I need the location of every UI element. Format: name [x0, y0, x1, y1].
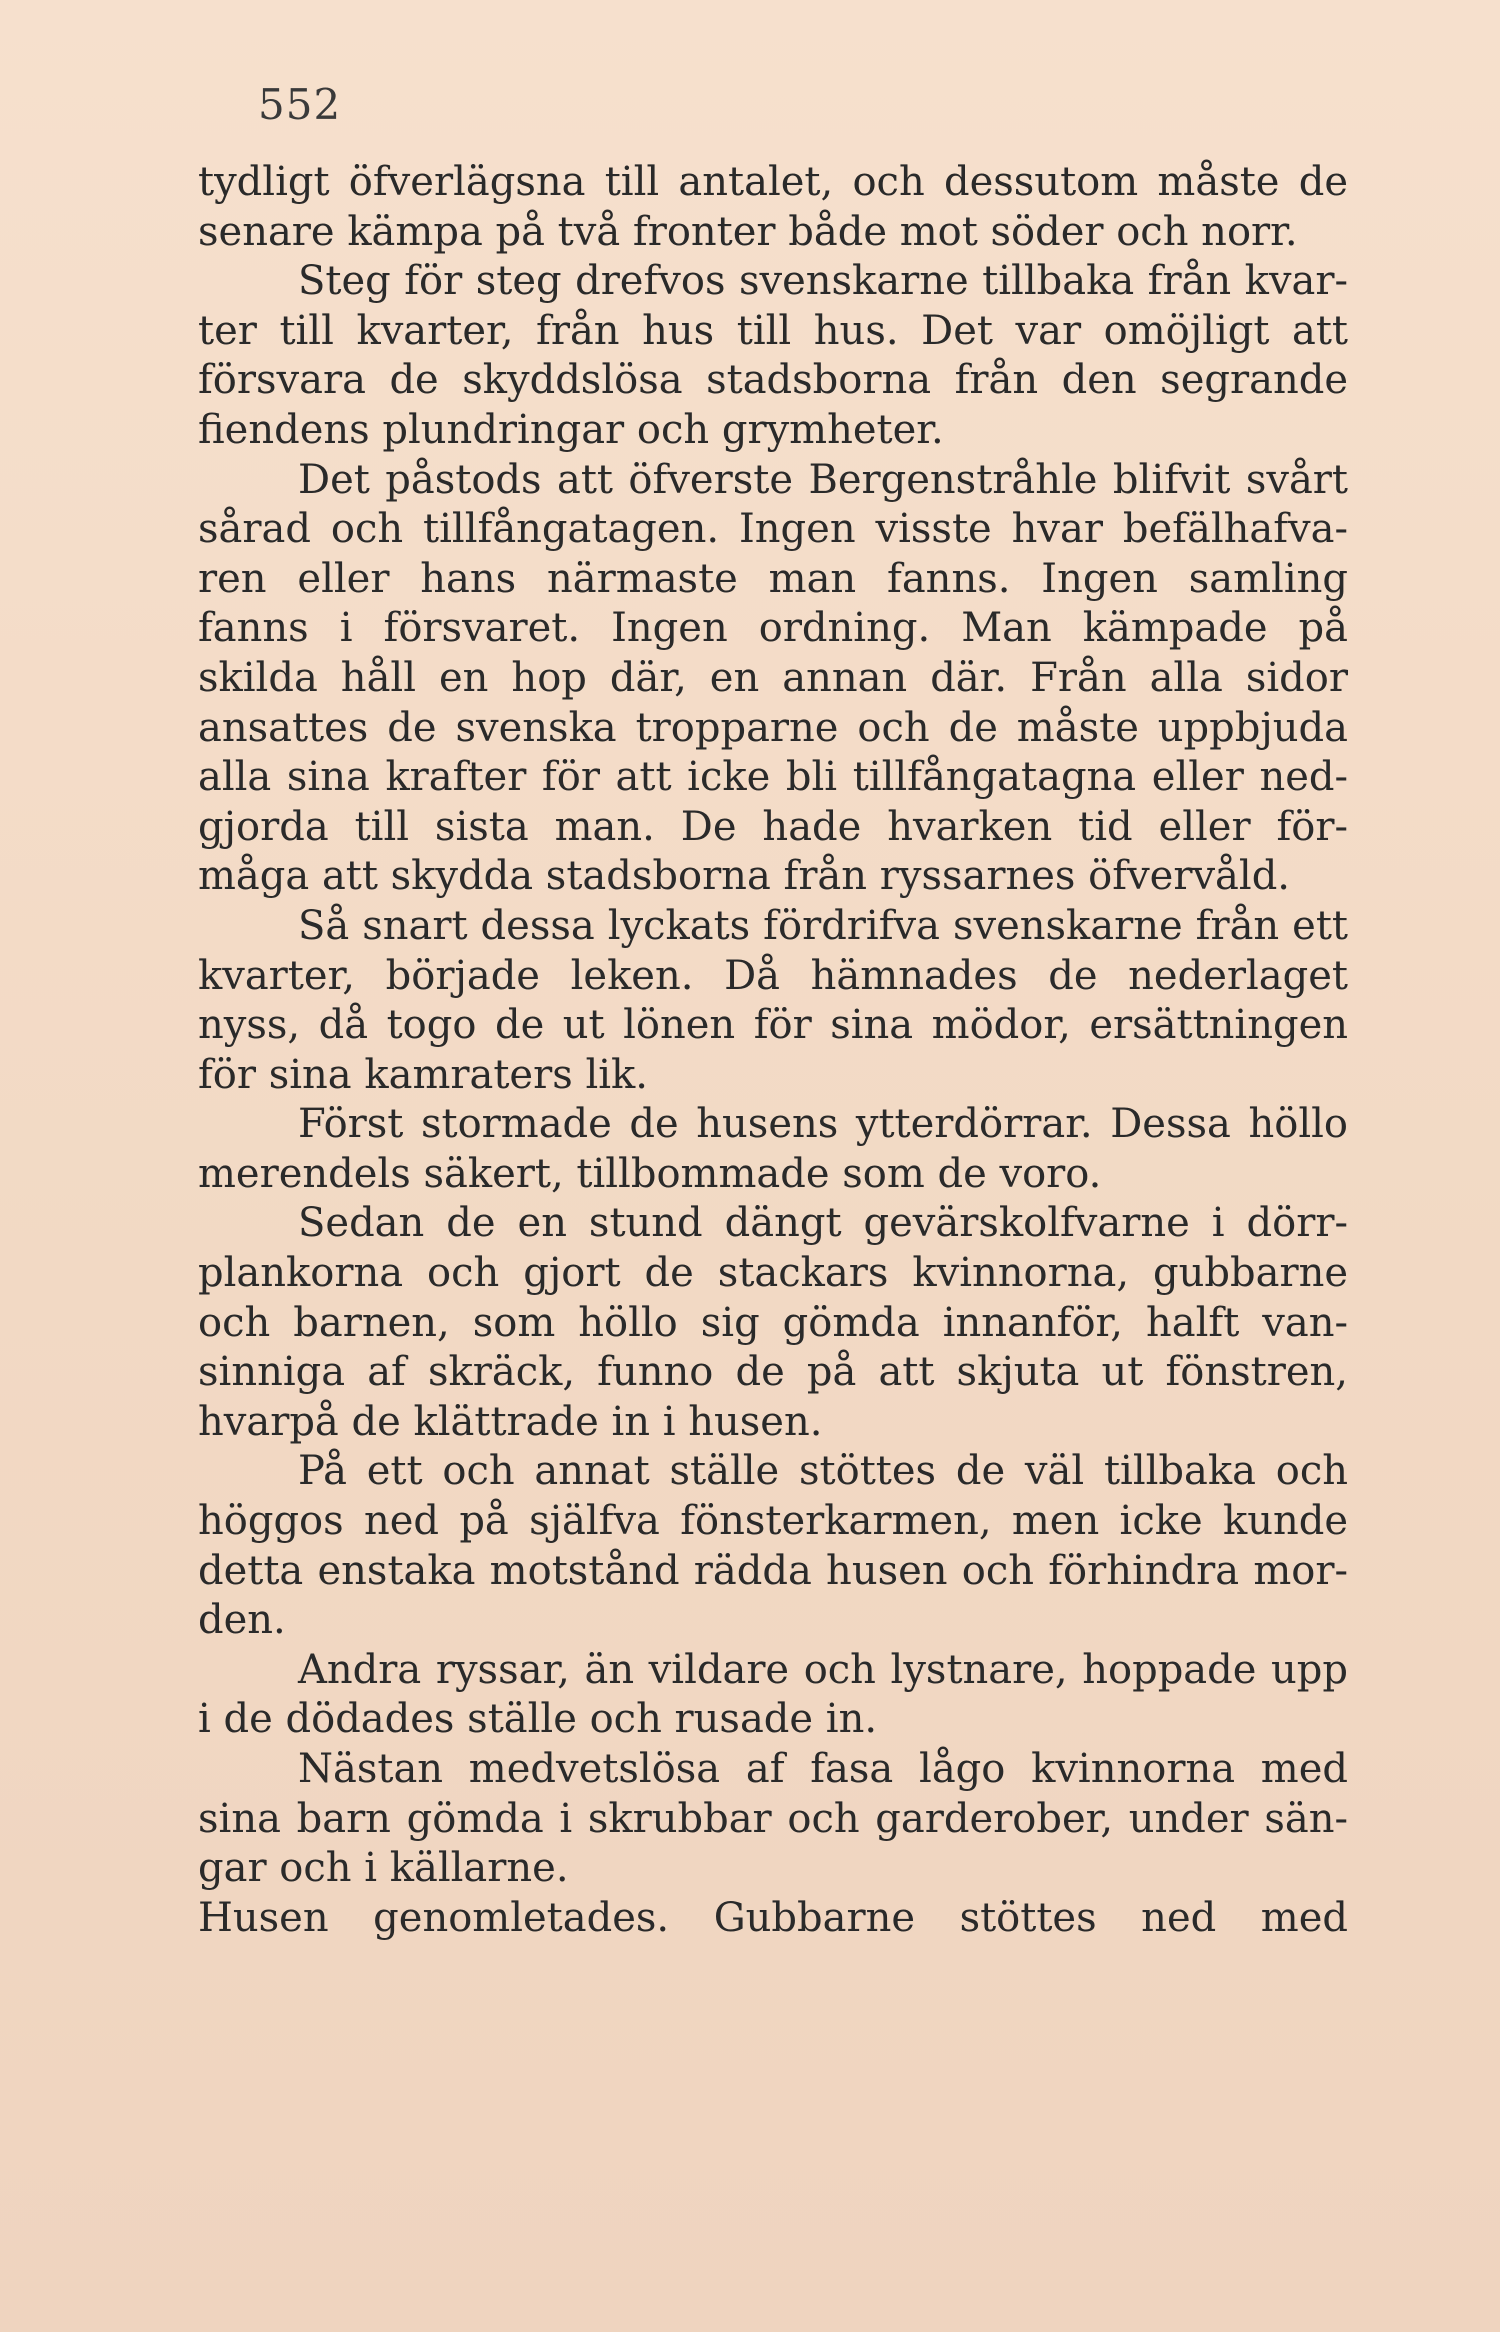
text-line: sinniga af skräck, funno de på att skjuta ut fönstren, — [198, 1349, 1348, 1396]
text-line: försvara de skyddslösa stadsborna från den segrande — [198, 357, 1348, 404]
text-line: fiendens plundringar och grymheter. — [198, 406, 944, 453]
text-line: sårad och tillfångatagen. Ingen visste hvar befälhafva- — [198, 506, 1348, 553]
text-line: Det påstods att öfverste Bergenstråhle blifvit svårt — [298, 456, 1348, 503]
text-line: nyss, då togo de ut lönen för sina mödor, ersättningen — [198, 1002, 1348, 1049]
text-line: ren eller hans närmaste man fanns. Ingen samling — [198, 555, 1348, 602]
text-line: fanns i försvaret. Ingen ordning. Man kämpade på — [198, 605, 1348, 652]
text-line: Sedan de en stund dängt gevärskolfvarne i dörr- — [298, 1200, 1348, 1247]
text-line: Så snart dessa lyckats fördrifva svenskarne från ett — [298, 902, 1348, 949]
text-line: ter till kvarter, från hus till hus. Det var omöjligt att — [198, 307, 1348, 354]
text-line: sina barn gömda i skrubbar och garderober, under sän- — [198, 1795, 1348, 1842]
text-line: hvarpå de klättrade in i husen. — [198, 1398, 823, 1445]
text-line: kvarter, började leken. Då hämnades de nederlaget — [198, 952, 1348, 999]
text-line: Steg för steg drefvos svenskarne tillbaka från kvar- — [298, 258, 1348, 305]
text-line: alla sina krafter för att icke bli tillfångatagna eller ned- — [198, 754, 1348, 801]
text-line: i de dödades ställe och rusade in. — [198, 1696, 878, 1743]
text-line: tydligt öfverlägsna till antalet, och dessutom måste de — [198, 159, 1348, 205]
text-line: skilda håll en hop där, en annan där. Från alla sidor — [198, 654, 1348, 701]
text-line: den. — [198, 1597, 286, 1644]
text-line: ansattes de svenska tropparne och de måste uppbjuda — [198, 704, 1348, 751]
text-line: gjorda till sista man. De hade hvarken tid eller för- — [198, 803, 1348, 850]
text-line: plankorna och gjort de stackars kvinnorna, gubbarne — [198, 1250, 1348, 1297]
text-line: detta enstaka motstånd rädda husen och förhindra mor- — [198, 1547, 1348, 1594]
text-line: Först stormade de husens ytterdörrar. Dessa höllo — [298, 1101, 1348, 1148]
text-line: måga att skydda stadsborna från ryssarnes öfvervåld. — [198, 853, 1291, 900]
text-line: höggos ned på själfva fönsterkarmen, men icke kunde — [198, 1498, 1348, 1545]
text-line: för sina kamraters lik. — [198, 1051, 648, 1098]
text-line: senare kämpa på två fronter både mot söder och norr. — [198, 208, 1298, 255]
text-line: och barnen, som höllo sig gömda innanför, halft van- — [198, 1299, 1348, 1346]
text-line: Andra ryssar, än vildare och lystnare, hoppade upp — [298, 1646, 1348, 1693]
text-line: Husen genomletades. Gubbarne stöttes ned med — [198, 1894, 1348, 1941]
body-text — [198, 158, 1348, 1943]
text-line: På ett och annat ställe stöttes de väl tillbaka och — [298, 1448, 1348, 1495]
text-line: Nästan medvetslösa af fasa lågo kvinnorna med — [298, 1746, 1348, 1792]
text-line: gar och i källarne. — [198, 1845, 569, 1892]
page-number: 552 — [258, 80, 342, 129]
text-line: merendels säkert, tillbommade som de voro. — [198, 1150, 1102, 1197]
